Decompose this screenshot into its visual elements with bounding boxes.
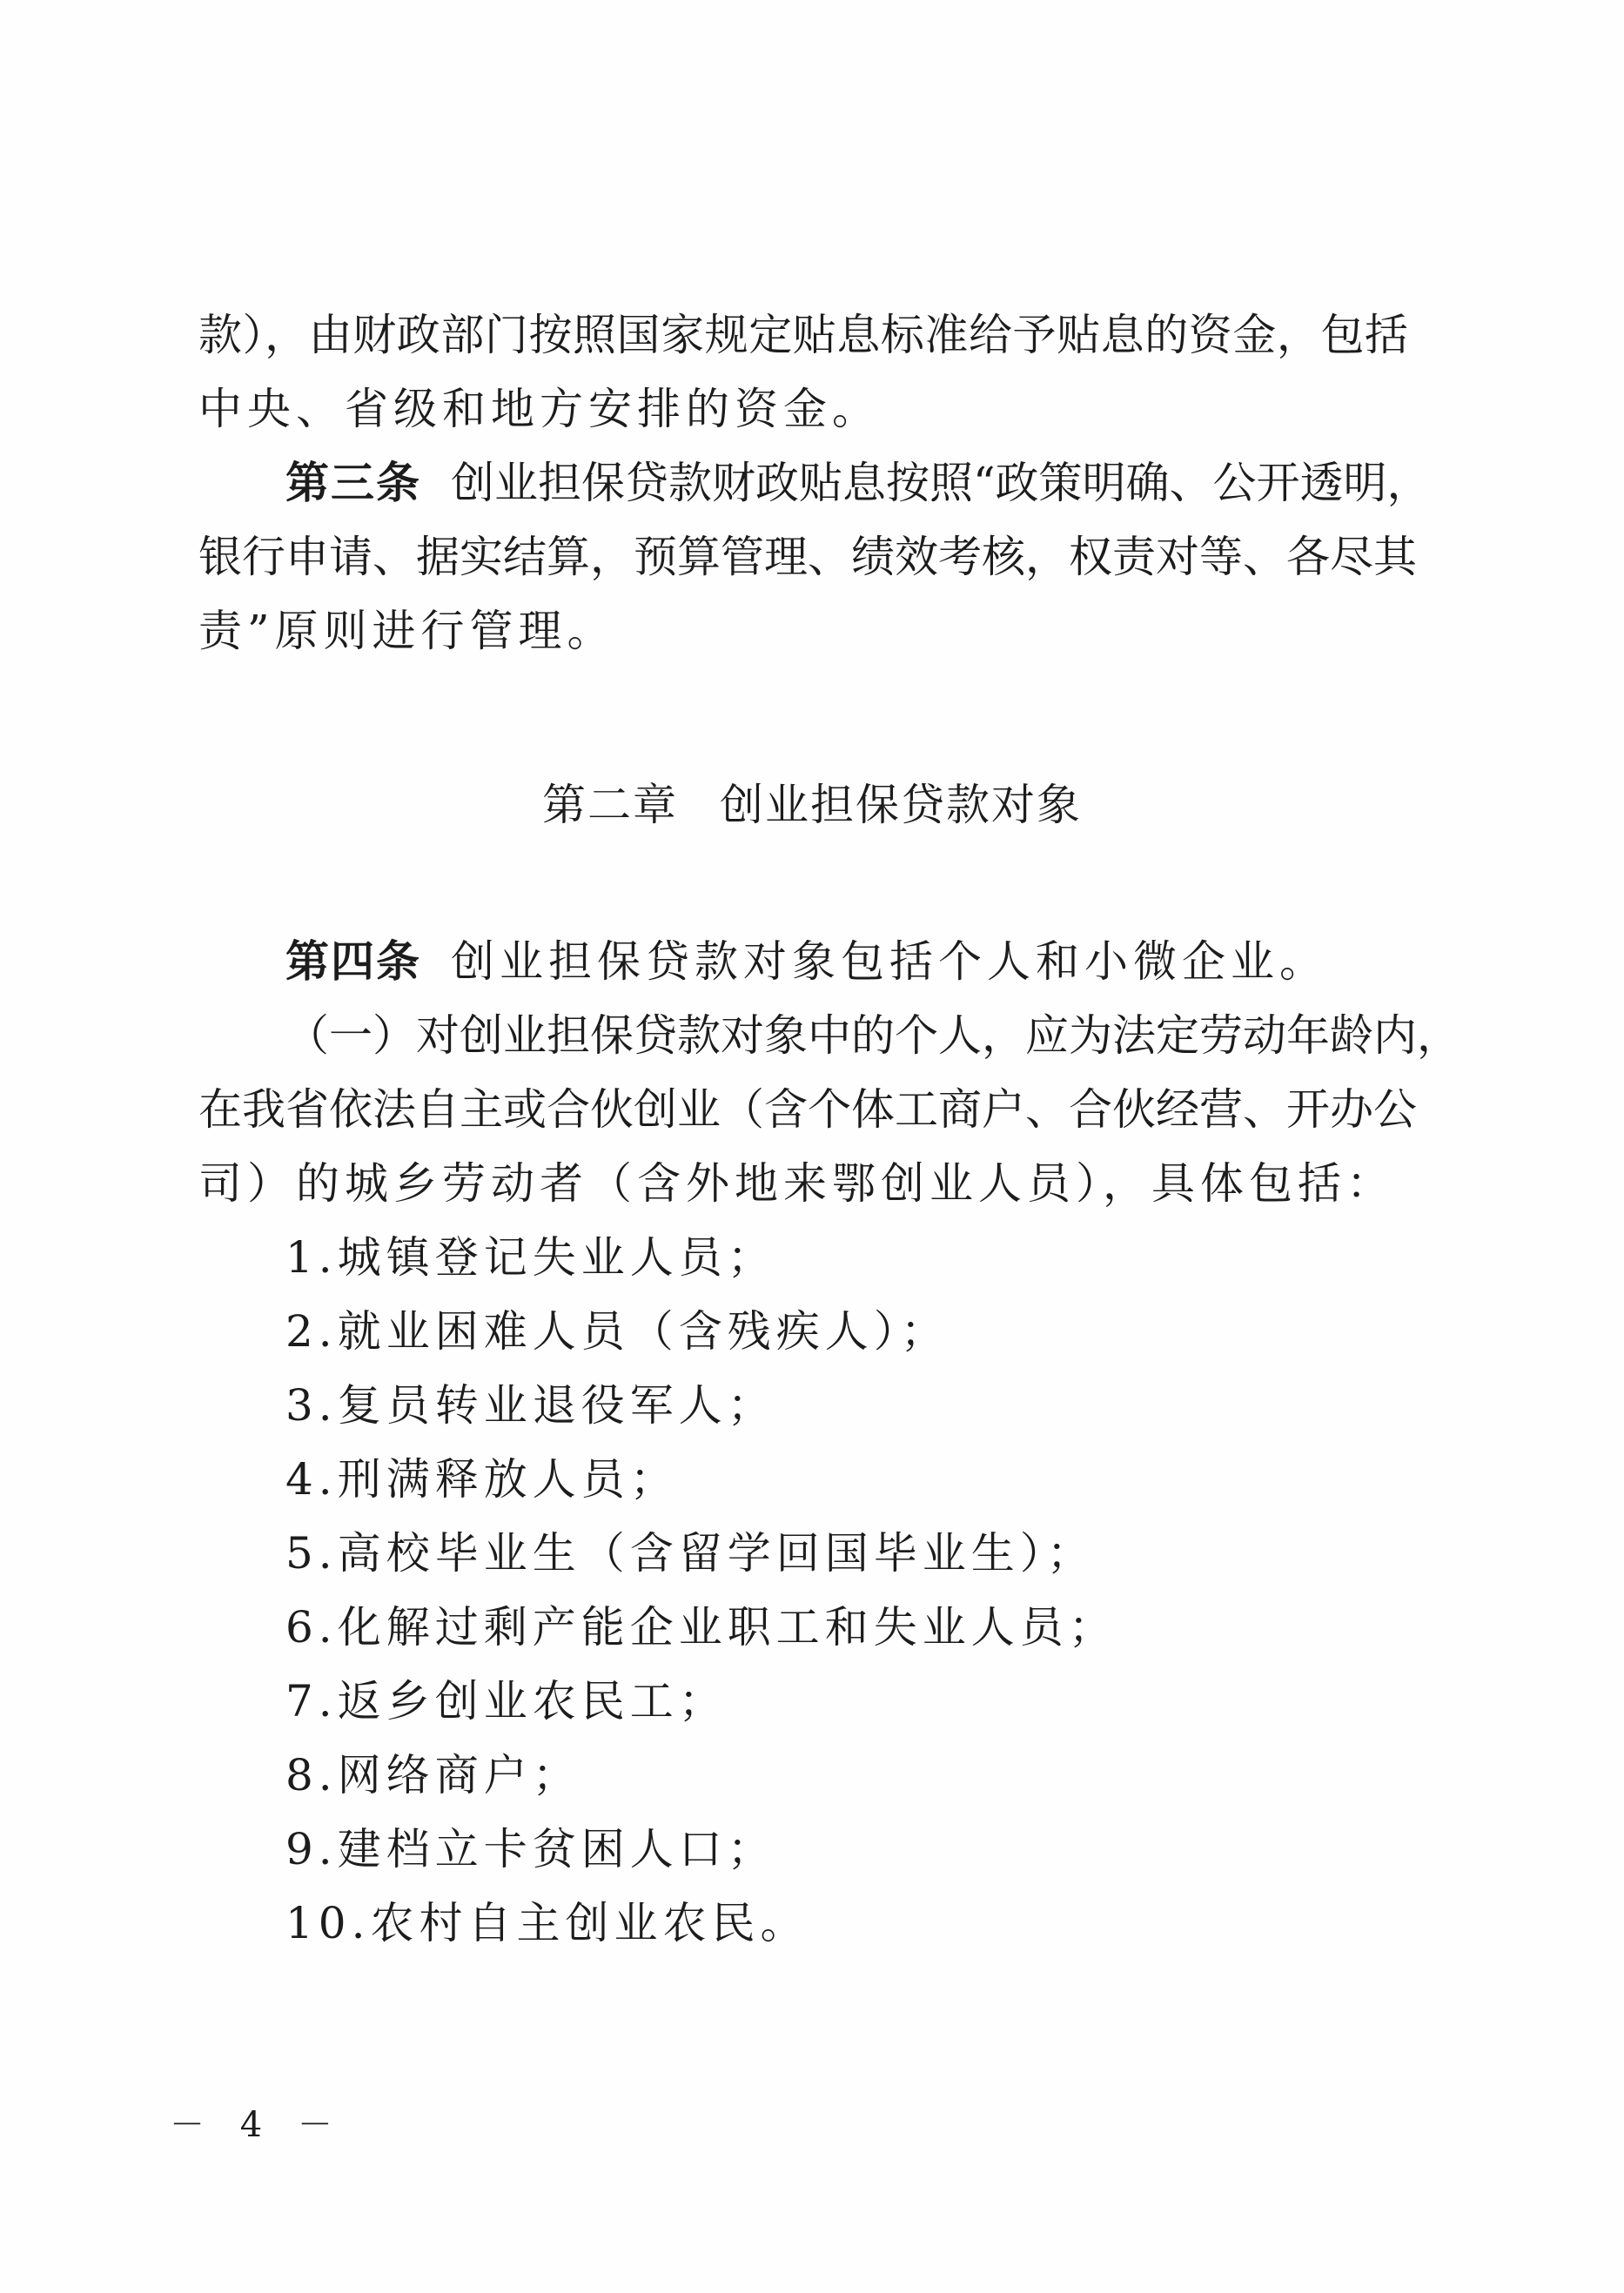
article-3-first-line	[285, 457, 1431, 509]
chapter-title: 创业担保贷款对象	[720, 780, 1082, 830]
list-item: 4.刑满释放人员；	[285, 1454, 679, 1505]
paragraph-line: 银行申请、据实结算，预算管理、绩效考核，权责对等、各尽其	[198, 532, 1417, 582]
paragraph-line: 责”原则进行管理。	[198, 606, 616, 656]
clause-line: 司）的城乡劳动者（含外地来鄂创业人员），具体包括：	[198, 1158, 1395, 1209]
list-item: 3.复员转业退役军人；	[285, 1380, 776, 1431]
clause-line: 在我省依法自主或合伙创业（含个体工商户、合伙经营、开办公	[198, 1084, 1417, 1135]
article-4-first-line	[285, 935, 1328, 988]
article-3-text: 创业担保贷款财政贴息按照“政策明确、公开透明，	[451, 458, 1431, 508]
clause-line: （一）对创业担保贷款对象中的个人，应为法定劳动年龄内，	[285, 1010, 1460, 1061]
chapter-heading	[0, 779, 1624, 831]
article-3-heading: 第三条	[285, 458, 421, 508]
paragraph-line: 款），由财政部门按照国家规定贴息标准给予贴息的资金，包括	[198, 310, 1408, 360]
article-4-heading: 第四条	[285, 936, 421, 987]
page-number: － 4 －	[170, 2105, 345, 2145]
paragraph-line: 中央、省级和地方安排的资金。	[198, 384, 881, 434]
article-4-text: 创业担保贷款对象包括个人和小微企业。	[451, 936, 1328, 987]
list-item: 2.就业困难人员（含残疾人）；	[285, 1306, 950, 1357]
chapter-number: 第二章	[542, 780, 678, 830]
list-item: 1.城镇登记失业人员；	[285, 1232, 776, 1283]
list-item: 6.化解过剩产能企业职工和失业人员；	[285, 1602, 1117, 1653]
list-item: 9.建档立卡贫困人口；	[285, 1824, 776, 1874]
list-item: 5.高校毕业生（含留学回国毕业生）；	[285, 1528, 1096, 1579]
list-item: 10.农村自主创业农民。	[285, 1898, 809, 1948]
list-item: 7.返乡创业农民工；	[285, 1676, 728, 1726]
list-item: 8.网络商户；	[285, 1750, 581, 1800]
